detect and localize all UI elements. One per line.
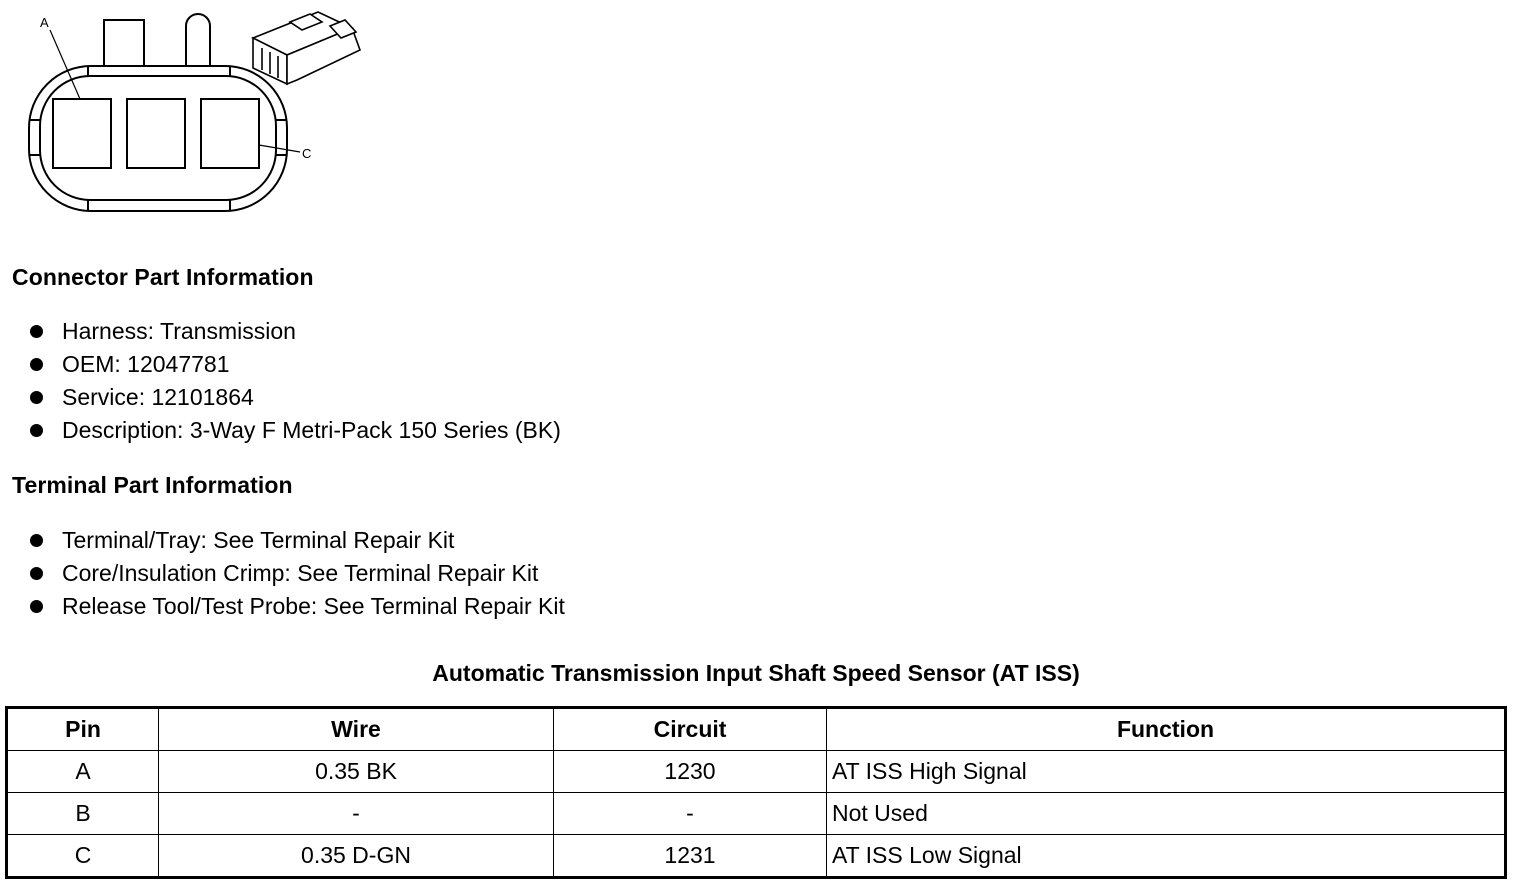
cell-wire: 0.35 BK xyxy=(159,751,554,793)
connector-part-info-list xyxy=(0,315,561,447)
header-pin: Pin xyxy=(7,708,159,751)
list-item xyxy=(0,590,565,623)
table-header-row xyxy=(7,708,1506,751)
table-row xyxy=(7,835,1506,878)
list-item-text: Terminal/Tray: See Terminal Repair Kit xyxy=(62,527,455,553)
cell-wire: - xyxy=(159,793,554,835)
list-item xyxy=(0,557,565,590)
cell-pin: A xyxy=(7,751,159,793)
cell-function: Not Used xyxy=(827,793,1506,835)
pin-table-title: Automatic Transmission Input Shaft Speed Sensor (AT ISS) xyxy=(432,660,1080,686)
terminal-part-info-heading: Terminal Part Information xyxy=(12,472,293,498)
terminal-part-info-list xyxy=(0,524,565,623)
cell-circuit: - xyxy=(554,793,827,835)
table-row xyxy=(7,751,1506,793)
bullet-icon xyxy=(30,600,43,613)
header-wire: Wire xyxy=(159,708,554,751)
list-item-text: Release Tool/Test Probe: See Terminal Repair Kit xyxy=(62,593,565,619)
cell-pin: C xyxy=(7,835,159,878)
callout-c-label: C xyxy=(302,146,312,161)
connector-3d-thumbnail xyxy=(253,12,360,84)
header-circuit: Circuit xyxy=(554,708,827,751)
cell-circuit: 1230 xyxy=(554,751,827,793)
list-item xyxy=(0,348,561,381)
list-item xyxy=(0,524,565,557)
list-item-text: OEM: 12047781 xyxy=(62,351,230,377)
header-function: Function xyxy=(827,708,1506,751)
list-item xyxy=(0,315,561,348)
list-item xyxy=(0,414,561,447)
cell-pin: B xyxy=(7,793,159,835)
cell-wire: 0.35 D-GN xyxy=(159,835,554,878)
callout-a-label: A xyxy=(40,15,49,30)
bullet-icon xyxy=(30,424,43,437)
connector-part-info-heading: Connector Part Information xyxy=(12,264,314,290)
list-item xyxy=(0,381,561,414)
cell-circuit: 1231 xyxy=(554,835,827,878)
bullet-icon xyxy=(30,391,43,404)
pin-table xyxy=(5,706,1507,879)
list-item-text: Core/Insulation Crimp: See Terminal Repair Kit xyxy=(62,560,539,586)
bullet-icon xyxy=(30,358,43,371)
bullet-icon xyxy=(30,534,43,547)
cell-function: AT ISS High Signal xyxy=(827,751,1506,793)
list-item-text: Service: 12101864 xyxy=(62,384,254,410)
connector-diagram xyxy=(0,0,380,220)
bullet-icon xyxy=(30,325,43,338)
table-row xyxy=(7,793,1506,835)
cell-function: AT ISS Low Signal xyxy=(827,835,1506,878)
bullet-icon xyxy=(30,567,43,580)
list-item-text: Description: 3-Way F Metri-Pack 150 Series (BK) xyxy=(62,417,561,443)
list-item-text: Harness: Transmission xyxy=(62,318,296,344)
